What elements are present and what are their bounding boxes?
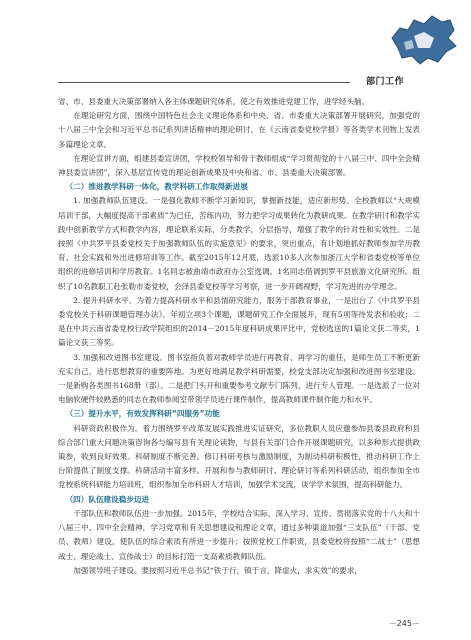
header-rule [58, 82, 350, 83]
paragraph: 2. 提升科研水平。为着力提高科研水平和县情研究能力，服务于部教育事业，一是出台了《中共罗平县委党校关于科研课题管理办法》。年初立项3个课题，课题研究工作全面展开，现有5项等待发表和验收；二是在中共云南省委党校行政学院组织的2014－2015年度科研成果评比中，党校选送的1篇论文获二等奖，1篇论文获三等奖。 [58, 295, 420, 348]
paragraph: 在理论研究方面，围绕中国特色社会主义理论体系和中央、省、市委重大决策部署开展研究，加强党的十八届三中全会和习近平总书记系列讲话精神的理论研讨，在《云南省委党校学报》等各类学术刊物上发表多篇理论文章。 [58, 111, 420, 149]
article-body [58, 95, 420, 578]
paragraph: 在理论宣讲方面，组建县委宣讲团，学校校领导和骨干教师组成“学习贯彻党的十八届三中、四中全会精神县委宣讲团”，深入基层宣传党的理论创新成果及中央和省、市、县委重大决策部署。 [58, 153, 420, 178]
subsection-heading: （四）队伍建设稳步迈进 [65, 494, 150, 504]
paragraph: 省、市、县委重大决策部署纳入各主体课题研究体系，使之有效推进党建工作，进学经头脑。 [58, 97, 370, 106]
page-number: －245－ [388, 619, 420, 628]
subsection-heading: （三）提升水平，有效发挥科研“四服务”功能 [65, 409, 220, 419]
paragraph: 1. 加强教师队伍建设。一是强化教师不断学习新知识，掌握新技能，适应新形势。全校教师以“大规模培训干部，大幅度提高干部素质”为已任，苦练内功，努力把学习成果转化为教研成果。在教学研讨和教学实践中创新教学方式和教学内容，理论联系实际，分类教学，分层指导，增强了教学的针对性和实效性。二是按照《中共罗平县委党校关于加强教师队伍的实施意见》的要求，突出重点，有计划地抓好教师参加学历教育、社会实践和外出进修培训等工作。截至2015年12月底，选派10多人次参加浙江大学和省委党校等单位组织的进修培训和学历教育。1名同志被曲靖市政府办公室选调。1名同志借调到罗平县旅游文化研究所。组织了10名教职工赴张勒市委党校，会泽县委党校等学习考察，进一步开阔视野，学习先进的办学理念。 [58, 196, 420, 291]
paragraph: 科研资政积极作为。着力围绕罗平改革发展实践推进实证研究，多位教职人员应邀参加县委县政府和县综合部门重大问题决策咨询各与编写县有关理论读物，与县有关部门合作开展课题研究，以多种形式提供政策参，收到良好效果。科研制度不断完善。修订科研考核与激励制度，为制动科研积极性，推动科研工作上台阶提供了制度支撑。科研活动丰富多样。开展和参与教师研讨、理论研讨等系列科研活动，组织参加全市党校系统科研能力培训班，组织参加全市科研人才培训，加强学术交流，谈学学术氛围，提高科研能力。 [58, 423, 420, 490]
paragraph: 干部队伍和教师队伍进一步加强。2015年，学校结合实际，深入学习、宣传、贯彻落实党的十八大和十八届三中、四中全会精神，学习党章和有关思想建设和理论文章，通过多种渠道加强“三支队伍”（干部、党员、教师）建设，使队伍的综合素质有所进一步提升；按照党校工作职责，县委党校将按照“二战士”（思想战士、理论战士、宣传战士）的目标打造一支高素质教师队伍。 [58, 508, 420, 561]
paragraph: 加强领导班子建设。要按照习近平总书记“铁于行，镇于言，降虚火，求实效”的要求， [73, 565, 362, 575]
paragraph: 3. 加强和改进图书室建设。图书室指负着对教师学员进行再教育、再学习的重任，是师生员工不断更新充实自己，进行思想教育的重要阵地。为更好地满足教学科研需要，校党支部决定加强和改进图书室建设。一是新购各类图书168册（部）。二是把门头开和重要参考文献专门陈列，进行专人管理。一是选派了一位对电脑软硬件较熟悉的同志在教师参阅室带领学员进行课件制作，提高教师课件制作能力和水平。 [58, 352, 420, 405]
map-emblem-icon [384, 8, 464, 72]
subsection-heading: （二）推进教学科研一体化，教学科研工作取得新进展 [65, 182, 248, 192]
page-header [0, 0, 471, 96]
section-label: 部门工作 [366, 77, 405, 87]
